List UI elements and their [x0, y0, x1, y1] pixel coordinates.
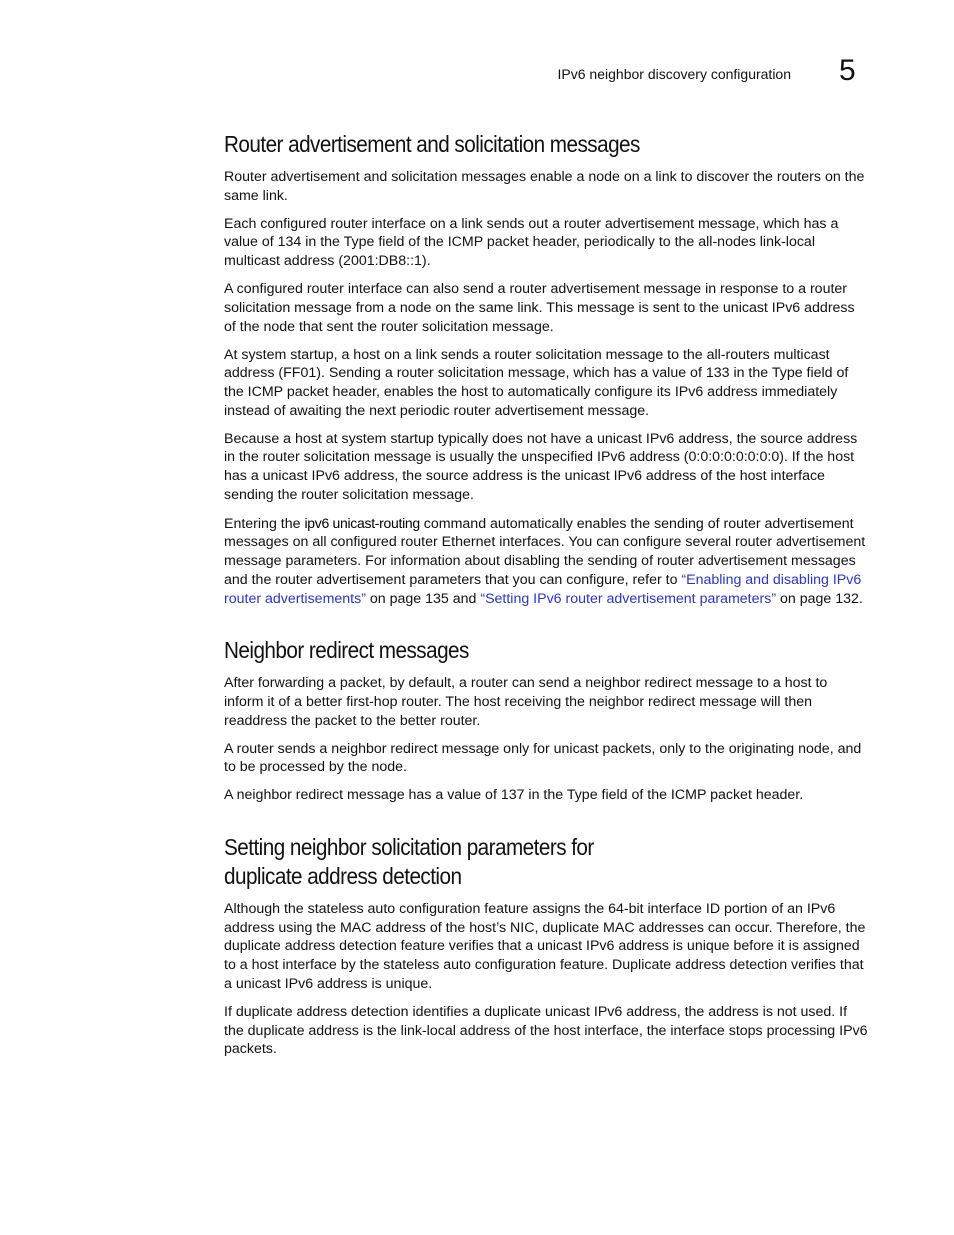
paragraph-with-links [224, 514, 869, 609]
section-heading-duplicate-address-detection [224, 833, 868, 891]
paragraph: If duplicate address detection identifies a duplicate unicast IPv6 address, the address is not used. If the duplicate address is the link-local address of the host interface, the interface stops processing IPv6 packets. [224, 1003, 868, 1058]
paragraph: Although the stateless auto configuration feature assigns the 64-bit interface ID portion of an IPv6 address using the MAC address of the host’s NIC, duplicate MAC addresses can occur. Therefore, the duplicate address detection feature verifies that a unicast IPv6 address is unique before it is assigned to a host interface by the stateless auto configuration feature. Duplicate address detection verifies that a unicast IPv6 address is unique. [224, 901, 866, 992]
paragraph: After forwarding a packet, by default, a router can send a neighbor redirect message to a host to inform it of a better first-hop router. The host receiving the neighbor redirect message will then readdress the packet to the better router. [224, 675, 828, 729]
paragraph: Router advertisement and solicitation messages enable a node on a link to discover the routers on the same link. [224, 169, 865, 204]
text-run: on page 135 and [365, 590, 481, 607]
paragraph: A configured router interface can also send a router advertisement message in response to a router solicitation message from a node on the same link. This message is sent to the unicast IPv6 address of the node that sent the router solicitation message. [224, 281, 855, 335]
paragraph: Because a host at system startup typically does not have a unicast IPv6 address, the source address in the router solicitation message is usually the unspecified IPv6 address (0:0:0:0:0:0:0:0). If the host has a unicast IPv6 address, the source address is the unicast IPv6 address of the host interface sending the router solicitation message. [224, 430, 858, 503]
text-run: command automatically enables the sending of router advertisement messages on all configured router Ethernet interfaces. You can configure several router advertisement message parameters. For information about disabling the sending of router advertisement messages and the router advertisement parameters that you can configure, refer to [224, 515, 866, 588]
heading-line: Setting neighbor solicitation parameters for [224, 834, 594, 861]
command-name: ipv6 unicast-routing [304, 514, 420, 531]
paragraph: A router sends a neighbor redirect message only for unicast packets, only to the originating node, and to be processed by the node. [224, 740, 862, 776]
xref-link-router-advertisement-parameters[interactable]: “Setting IPv6 router advertisement parameters” [480, 590, 777, 607]
section-heading-router-advertisement: Router advertisement and solicitation messages [224, 131, 640, 157]
paragraph: At system startup, a host on a link sends a router solicitation message to the all-routers multicast address (FF01). Sending a router solicitation message, which has a value of 133 in the Type field of the ICMP packet header, enables the host to automatically configure its IPv6 address immediately instead of awaiting the next periodic router advertisement message. [224, 346, 849, 419]
text-run: on page 132. [776, 590, 863, 607]
page-header [0, 56, 954, 90]
chapter-number: 5 [839, 54, 856, 87]
heading-line: duplicate address detection [224, 863, 462, 890]
section-heading-neighbor-redirect: Neighbor redirect messages [224, 637, 469, 664]
paragraph: Each configured router interface on a link sends out a router advertisement message, which has a value of 134 in the Type field of the ICMP packet header, periodically to the all-nodes link-local multicast address (2001:DB8::1). [224, 215, 839, 270]
paragraph: A neighbor redirect message has a value of 137 in the Type field of the ICMP packet header. [224, 787, 804, 804]
text-run: Entering the [224, 515, 305, 532]
page-content [224, 130, 869, 1068]
xref-link-enabling-router-advertisements[interactable]: “Enabling and disabling IPv6 router advertisements” [224, 571, 862, 607]
running-header-title: IPv6 neighbor discovery configuration [557, 66, 791, 82]
